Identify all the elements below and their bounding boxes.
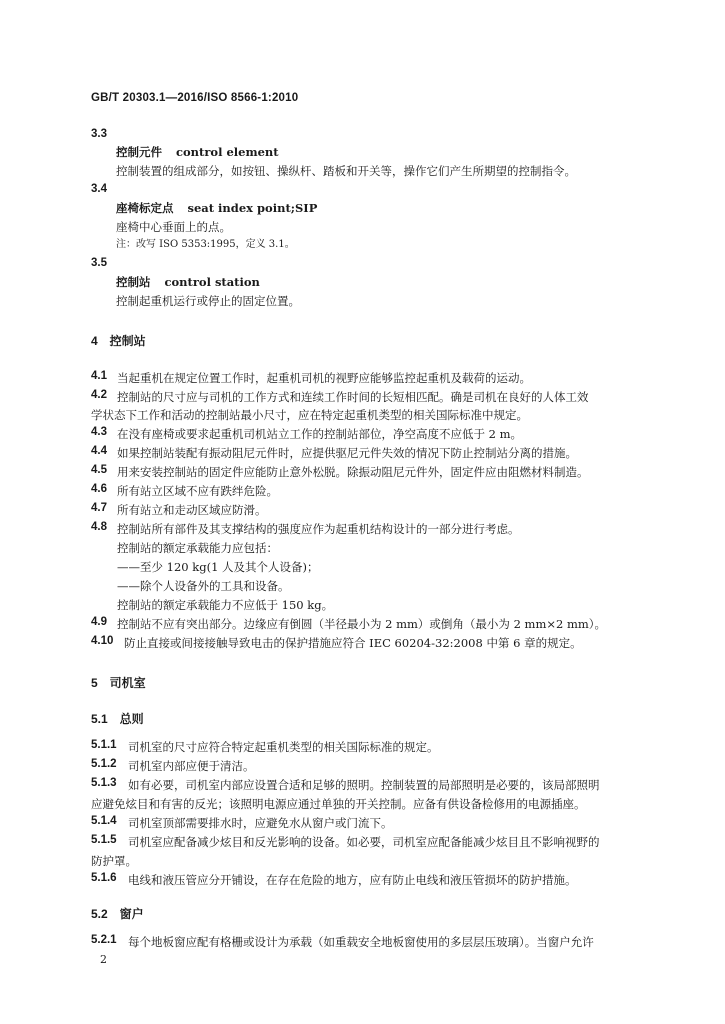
clause-number: 5.2.1 xyxy=(91,934,117,946)
clause-text: 用来安装控制站的固定件应能防止意外松脱。除振动阻尼元件外，固定件应由阻燃材料制造。 xyxy=(117,465,589,479)
clause-number: 5.1.2 xyxy=(91,758,117,770)
clause-number: 4.10 xyxy=(91,635,114,647)
term-entry xyxy=(116,274,260,290)
clause-text: 控制站所有部件及其支撑结构的强度应作为起重机结构设计的一部分进行考虑。 xyxy=(117,522,520,536)
clause-number: 4.3 xyxy=(91,426,107,438)
clause-number: 5.1.5 xyxy=(91,834,117,846)
clause-number: 5.1.1 xyxy=(91,739,117,751)
page-number: 2 xyxy=(100,953,107,966)
clause-text-continued: 学状态下工作和活动的控制站最小尺寸，应在特定起重机类型的相关国际标准中规定。 xyxy=(91,408,528,422)
clause-text: 司机室内部应便于清洁。 xyxy=(128,759,255,773)
clause-text-continued: 防护罩。 xyxy=(91,854,137,868)
term-definition: 座椅中心垂面上的点。 xyxy=(116,220,231,234)
section-title: 4 控制站 xyxy=(91,334,146,348)
clause-text: 司机室应配备减少炫目和反光影响的设备。如必要，司机室应配备能减少炫目且不影响视野的 xyxy=(128,835,600,849)
term-zh: 控制站 xyxy=(116,275,151,289)
clause-text: 电线和液压管应分开铺设，在存在危险的地方，应有防止电线和液压管损坏的防护措施。 xyxy=(128,873,577,887)
subsection-title: 5.1 总则 xyxy=(91,712,144,726)
clause-text: 当起重机在规定位置工作时，起重机司机的视野应能够监控起重机及载荷的运动。 xyxy=(117,371,531,385)
clause-subtext: 控制站的额定承载能力应包括： xyxy=(117,541,278,555)
term-en: control element xyxy=(176,145,279,159)
clause-text: 控制站的尺寸应与司机的工作方式和连续工作时间的长短相匹配。确是司机在良好的人体工效 xyxy=(117,390,589,404)
clause-number: 4.1 xyxy=(91,370,107,382)
subsection-title: 5.2 窗户 xyxy=(91,907,144,921)
clause-text: 防止直接或间接接触导致电击的保护措施应符合 IEC 60204-32:2008 中第 6 章的规定。 xyxy=(124,636,582,650)
term-en: seat index point;SIP xyxy=(187,201,318,215)
clause-text: 如果控制站装配有振动阻尼元件时，应提供驱尼元件失效的情况下防止控制站分离的措施。 xyxy=(117,446,577,460)
term-zh: 控制元件 xyxy=(116,145,162,159)
list-item: ——至少 120 kg(1 人及其个人设备)； xyxy=(117,560,319,574)
clause-number: 4.7 xyxy=(91,502,107,514)
clause-number: 3.5 xyxy=(91,257,107,269)
clause-number: 5.1.3 xyxy=(91,777,117,789)
clause-text: 司机室顶部需要排水时，应避免水从窗户或门流下。 xyxy=(128,816,393,830)
standard-header: GB/T 20303.1—2016/ISO 8566-1:2010 xyxy=(91,92,299,104)
clause-subtext: 控制站的额定承载能力不应低于 150 kg。 xyxy=(117,598,334,612)
clause-text-continued: 应避免炫目和有害的反光；该照明电源应通过单独的开关控制。应备有供设备检修用的电源插座。 xyxy=(91,797,586,811)
clause-number: 3.4 xyxy=(91,183,107,195)
clause-text: 所有站立和走动区域应防滑。 xyxy=(117,503,267,517)
clause-text: 司机室的尺寸应符合特定起重机类型的相关国际标准的规定。 xyxy=(128,740,439,754)
term-note: 注：改写 ISO 5353:1995，定义 3.1。 xyxy=(116,239,295,250)
clause-number: 3.3 xyxy=(91,128,107,140)
clause-text: 控制站不应有突出部分。边缘应有倒圆（半径最小为 2 mm）或倒角（最小为 2 mm×2 mm）。 xyxy=(117,617,607,631)
clause-number: 4.6 xyxy=(91,483,107,495)
list-item: ——除个人设备外的工具和设备。 xyxy=(117,579,290,593)
term-definition: 控制装置的组成部分，如按钮、操纵杆、踏板和开关等，操作它们产生所期望的控制指令。 xyxy=(116,164,576,178)
term-entry xyxy=(116,200,317,216)
clause-number: 4.5 xyxy=(91,464,107,476)
clause-number: 4.8 xyxy=(91,521,107,533)
term-zh: 座椅标定点 xyxy=(116,201,174,215)
clause-text: 所有站立区域不应有跌绊危险。 xyxy=(117,484,278,498)
clause-text: 如有必要，司机室内部应设置合适和足够的照明。控制装置的局部照明是必要的，该局部照明 xyxy=(128,778,600,792)
term-entry xyxy=(116,144,279,160)
clause-text: 在没有座椅或要求起重机司机站立工作的控制站部位，净空高度不应低于 2 m。 xyxy=(117,427,523,441)
clause-number: 4.9 xyxy=(91,616,107,628)
clause-number: 4.2 xyxy=(91,389,107,401)
clause-number: 4.4 xyxy=(91,445,107,457)
clause-number: 5.1.6 xyxy=(91,872,117,884)
clause-text: 每个地板窗应配有格栅或设计为承载（如重载安全地板窗使用的多层层压玻璃）。当窗户允许 xyxy=(128,935,594,949)
section-title: 5 司机室 xyxy=(91,676,146,690)
clause-number: 5.1.4 xyxy=(91,815,117,827)
term-definition: 控制起重机运行或停止的固定位置。 xyxy=(116,294,300,308)
term-en: control station xyxy=(164,275,260,289)
